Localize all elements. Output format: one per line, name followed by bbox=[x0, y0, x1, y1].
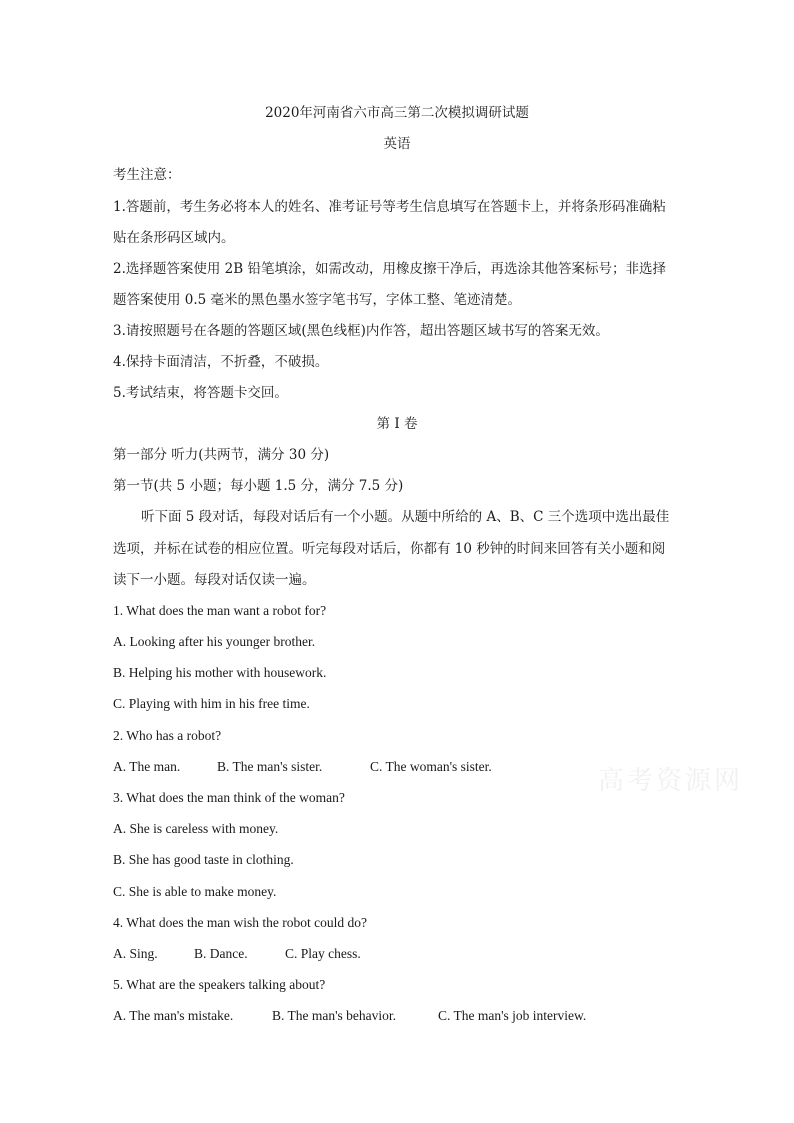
watermark: 高考资源网 bbox=[598, 766, 744, 796]
question-5-option-a: A. The man's mistake. bbox=[113, 1008, 234, 1023]
notice-item-4: 4.保持卡面清洁，不折叠，不破损。 bbox=[113, 354, 329, 370]
notice-item-2-line-1: 2.选择题答案使用 2B 铅笔填涂，如需改动，用橡皮擦干净后，再选涂其他答案标号；非选择 bbox=[113, 261, 666, 277]
question-2-option-c: C. The woman's sister. bbox=[370, 759, 492, 774]
question-4-option-c: C. Play chess. bbox=[285, 946, 361, 961]
question-3-option-b: B. She has good taste in clothing. bbox=[113, 852, 294, 867]
question-5-option-b: B. The man's behavior. bbox=[272, 1008, 397, 1023]
notice-item-5: 5.考试结束，将答题卡交回。 bbox=[113, 385, 288, 401]
question-5-option-c: C. The man's job interview. bbox=[438, 1008, 587, 1023]
question-4-stem: 4. What does the man wish the robot could do? bbox=[113, 915, 367, 930]
question-2-option-b: B. The man's sister. bbox=[217, 759, 323, 774]
notice-item-1-line-2: 贴在条形码区域内。 bbox=[113, 230, 235, 246]
question-1-stem: 1. What does the man want a robot for? bbox=[113, 603, 327, 618]
subject-title: 英语 bbox=[383, 136, 411, 152]
notice-item-1-line-1: 1.答题前，考生务必将本人的姓名、准考证号等考生信息填写在答题卡上，并将条形码准确粘 bbox=[113, 199, 666, 215]
notice-item-2-line-2: 题答案使用 0.5 毫米的黑色墨水签字笔书写，字体工整、笔迹清楚。 bbox=[113, 292, 522, 308]
section1-intro-line-3: 读下一小题。每段对话仅读一遍。 bbox=[113, 572, 316, 588]
question-1-option-b: B. Helping his mother with housework. bbox=[113, 665, 327, 680]
section1-title: 第一节(共 5 小题；每小题 1.5 分，满分 7.5 分) bbox=[113, 478, 404, 494]
question-5-stem: 5. What are the speakers talking about? bbox=[113, 977, 326, 992]
question-2-option-a: A. The man. bbox=[113, 759, 181, 774]
notice-heading: 考生注意： bbox=[113, 167, 181, 183]
volume-heading: 第 I 卷 bbox=[376, 416, 418, 432]
question-1-option-a: A. Looking after his younger brother. bbox=[113, 634, 316, 649]
question-1-option-c: C. Playing with him in his free time. bbox=[113, 696, 310, 711]
question-3-option-c: C. She is able to make money. bbox=[113, 884, 277, 899]
question-2-stem: 2. Who has a robot? bbox=[113, 728, 222, 743]
notice-item-3: 3.请按照题号在各题的答题区域(黑色线框)内作答，超出答题区域书写的答案无效。 bbox=[113, 323, 609, 339]
section1-intro-line-1: 听下面 5 段对话，每段对话后有一个小题。从题中所给的 A、B、C 三个选项中选出最佳 bbox=[141, 509, 670, 525]
section1-intro-line-2: 选项，并标在试卷的相应位置。听完每段对话后，你都有 10 秒钟的时间来回答有关小题和阅 bbox=[113, 541, 666, 557]
part1-title: 第一部分 听力(共两节，满分 30 分) bbox=[113, 447, 330, 463]
question-3-option-a: A. She is careless with money. bbox=[113, 821, 279, 836]
question-3-stem: 3. What does the man think of the woman? bbox=[113, 790, 345, 805]
question-4-option-a: A. Sing. bbox=[113, 946, 158, 961]
question-4-option-b: B. Dance. bbox=[194, 946, 248, 961]
exam-title: 2020年河南省六市高三第二次模拟调研试题 bbox=[265, 105, 529, 121]
